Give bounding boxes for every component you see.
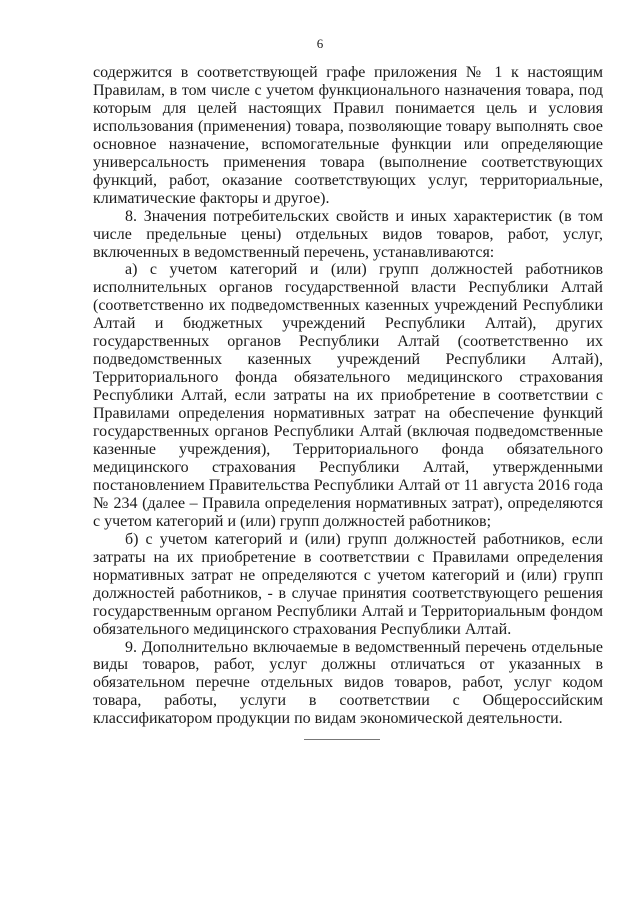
paragraph-item-9: 9. Дополнительно включаемые в ведомственный перечень отдельные виды товаров, работ, услуг должны отличаться от указанных в обязательном перечне отдельных видов товаров, работ, услуг кодом товара, работы, услуги в соответствии с Общероссийским классификатором продукции по видам экономической деятельности.: [93, 638, 603, 728]
paragraph-item-8: 8. Значения потребительских свойств и иных характеристик (в том числе предельные цены) отдельных видов товаров, работ, услуг, включенных в ведомственный перечень, устанавливаются:: [93, 207, 603, 261]
page-number: 6: [316, 36, 324, 51]
end-separator-line: [304, 739, 380, 740]
paragraph-item-8a: а) с учетом категорий и (или) групп должностей работников исполнительных органов государственной власти Республики Алтай (соответственно их подведомственных казенных учреждений Республики Алтай и бюджетных учреждений Республики Алтай), других государственных органов Республики Алтай (соответственно их подведомственных казенных учреждений Республики Алтай), Территориального фонда обязательного медицинского страхования Республики Алтай, если затраты на их приобретение в соответствии с Правилами определения нормативных затрат на обеспечение функций государственных органов Республики Алтай (включая подведомственные казенные учреждения), Территориального фонда обязательного медицинского страхования Республики Алтай, утвержденными постановлением Правительства Республики Алтай от 11 августа 2016 года № 234 (далее – Правила определения нормативных затрат), определяются с учетом категорий и (или) групп должностей работников;: [93, 261, 603, 530]
paragraph-continuation: содержится в соответствующей графе приложения № 1 к настоящим Правилам, в том числе с учетом функционального назначения товара, под которым для целей настоящих Правил понимается цель и условия использования (применения) товара, позволяющие товару выполнять свое основное назначение, вспомогательные функции или определяющие универсальность применения товара (выполнение соответствующих функций, работ, оказание соответствующих услуг, территориальные, климатические факторы и другое).: [93, 64, 603, 207]
paragraph-item-8b: б) с учетом категорий и (или) групп должностей работников, если затраты на их приобретение в соответствии с Правилами определения нормативных затрат не определяются с учетом категорий и (или) групп должностей работников, - в случае принятия соответствующего решения государственным органом Республики Алтай и Территориальным фондом обязательного медицинского страхования Республики Алтай.: [93, 530, 603, 638]
document-body: [93, 64, 603, 728]
